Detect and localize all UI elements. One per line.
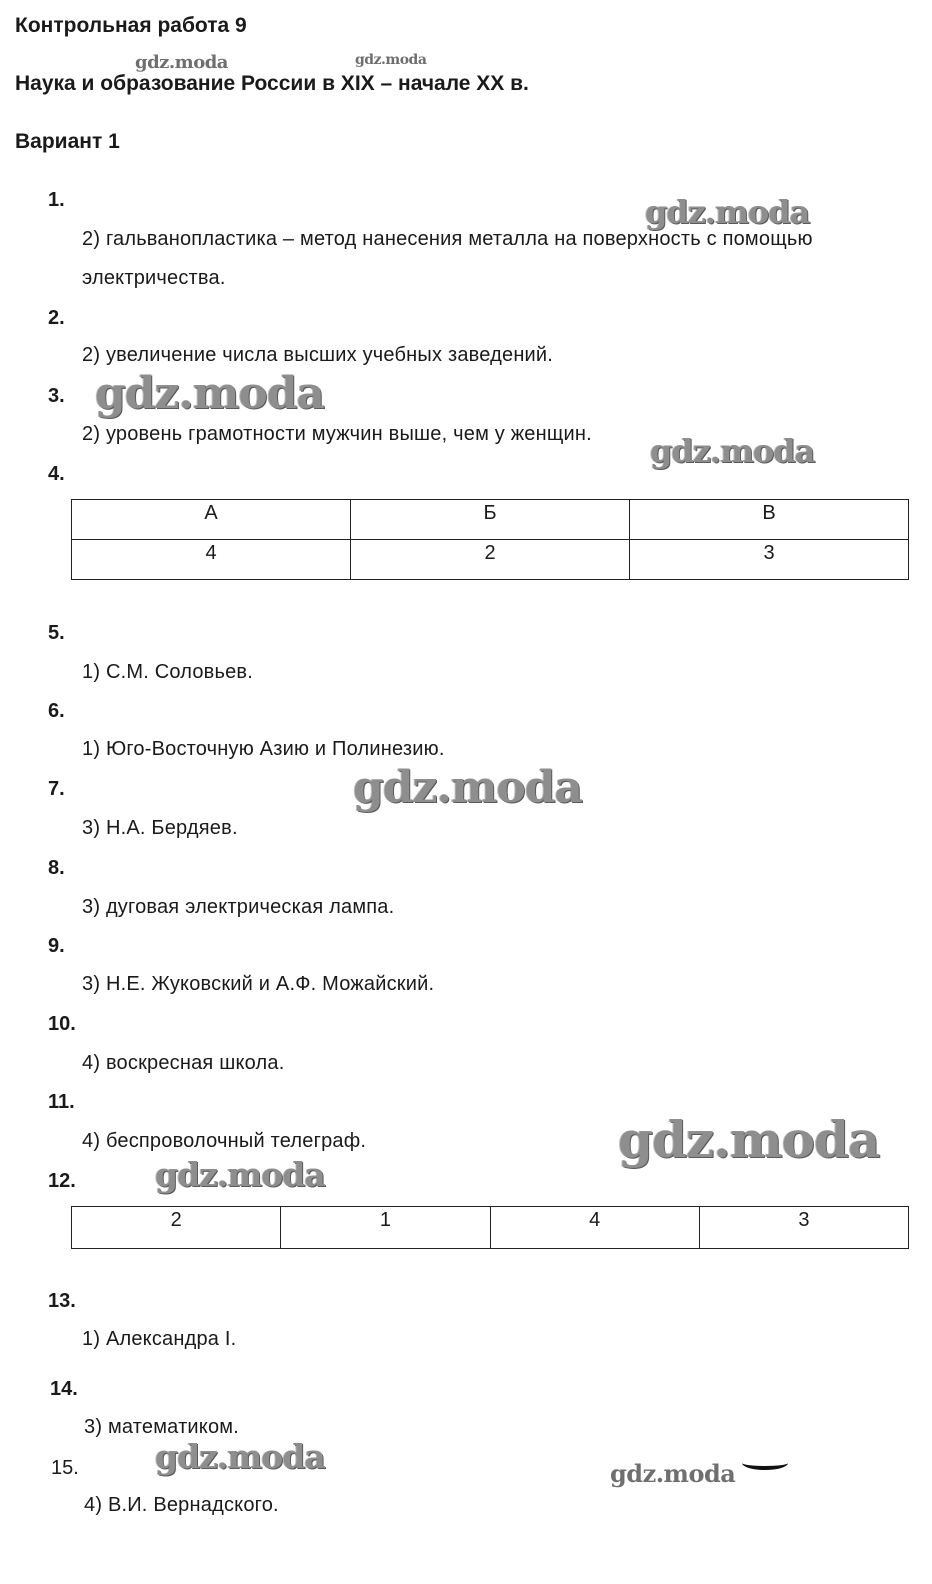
question-number: 3. <box>48 385 65 407</box>
table-cell: 4 <box>72 540 351 580</box>
table-header-cell: Б <box>351 500 630 540</box>
watermark: gdz.moda <box>618 1110 880 1169</box>
answer-text: 3) дуговая электрическая лампа. <box>82 896 395 918</box>
question-number: 11. <box>48 1091 75 1113</box>
answer-text: электричества. <box>82 267 226 289</box>
table-cell: 2 <box>72 1207 281 1249</box>
question-number: 15. <box>51 1457 79 1479</box>
watermark: gdz.moda <box>155 1437 325 1476</box>
watermark: gdz.moda <box>610 1459 736 1488</box>
answer-text: 3) Н.Е. Жуковский и А.Ф. Можайский. <box>82 973 435 995</box>
question-number: 7. <box>48 778 65 800</box>
table-cell: 1 <box>281 1207 490 1249</box>
answer-text: 4) воскресная школа. <box>82 1052 285 1074</box>
answer-table <box>71 499 909 580</box>
worksheet-title: Контрольная работа 9 <box>15 14 247 37</box>
watermark: gdz.moda <box>355 52 427 68</box>
table-cell: 3 <box>630 540 909 580</box>
answer-text: 4) В.И. Вернадского. <box>84 1494 279 1516</box>
answer-text: 2) гальванопластика – метод нанесения металла на поверхность с помощью <box>82 228 813 250</box>
question-number: 6. <box>48 700 65 722</box>
question-number: 14. <box>50 1378 78 1400</box>
pen-mark <box>742 1456 788 1470</box>
answer-text: 1) С.М. Соловьев. <box>82 661 254 683</box>
table-cell: 2 <box>351 540 630 580</box>
question-number: 13. <box>48 1290 76 1312</box>
answer-text: 3) Н.А. Бердяев. <box>82 817 238 839</box>
table-cell: 4 <box>490 1207 699 1249</box>
answer-text: 2) уровень грамотности мужчин выше, чем у женщин. <box>82 423 592 445</box>
question-number: 8. <box>48 857 65 879</box>
answer-text: 3) математиком. <box>84 1416 240 1438</box>
watermark: gdz.moda <box>95 368 325 419</box>
question-number: 12. <box>48 1170 76 1192</box>
answer-text: 1) Александра I. <box>82 1328 237 1350</box>
answer-text: 1) Юго-Восточную Азию и Полинезию. <box>82 738 445 760</box>
question-number: 4. <box>48 463 65 485</box>
question-number: 5. <box>48 622 65 644</box>
question-number: 10. <box>48 1013 76 1035</box>
watermark: gdz.moda <box>645 193 810 231</box>
table-header-cell: А <box>72 500 351 540</box>
answer-table <box>71 1206 909 1249</box>
answer-text: 4) беспроволочный телеграф. <box>82 1130 367 1152</box>
question-number: 2. <box>48 307 65 329</box>
table-header-cell: В <box>630 500 909 540</box>
question-number: 1. <box>48 189 65 211</box>
watermark: gdz.moda <box>155 1155 325 1194</box>
watermark: gdz.moda <box>135 52 228 73</box>
variant-label: Вариант 1 <box>15 130 120 153</box>
answer-text: 2) увеличение числа высших учебных заведений. <box>82 344 554 366</box>
question-number: 9. <box>48 935 65 957</box>
watermark: gdz.moda <box>650 432 815 470</box>
worksheet-subtitle: Наука и образование России в XIX – начале XX в. <box>15 72 529 95</box>
table-cell: 3 <box>699 1207 908 1249</box>
watermark: gdz.moda <box>353 762 583 813</box>
